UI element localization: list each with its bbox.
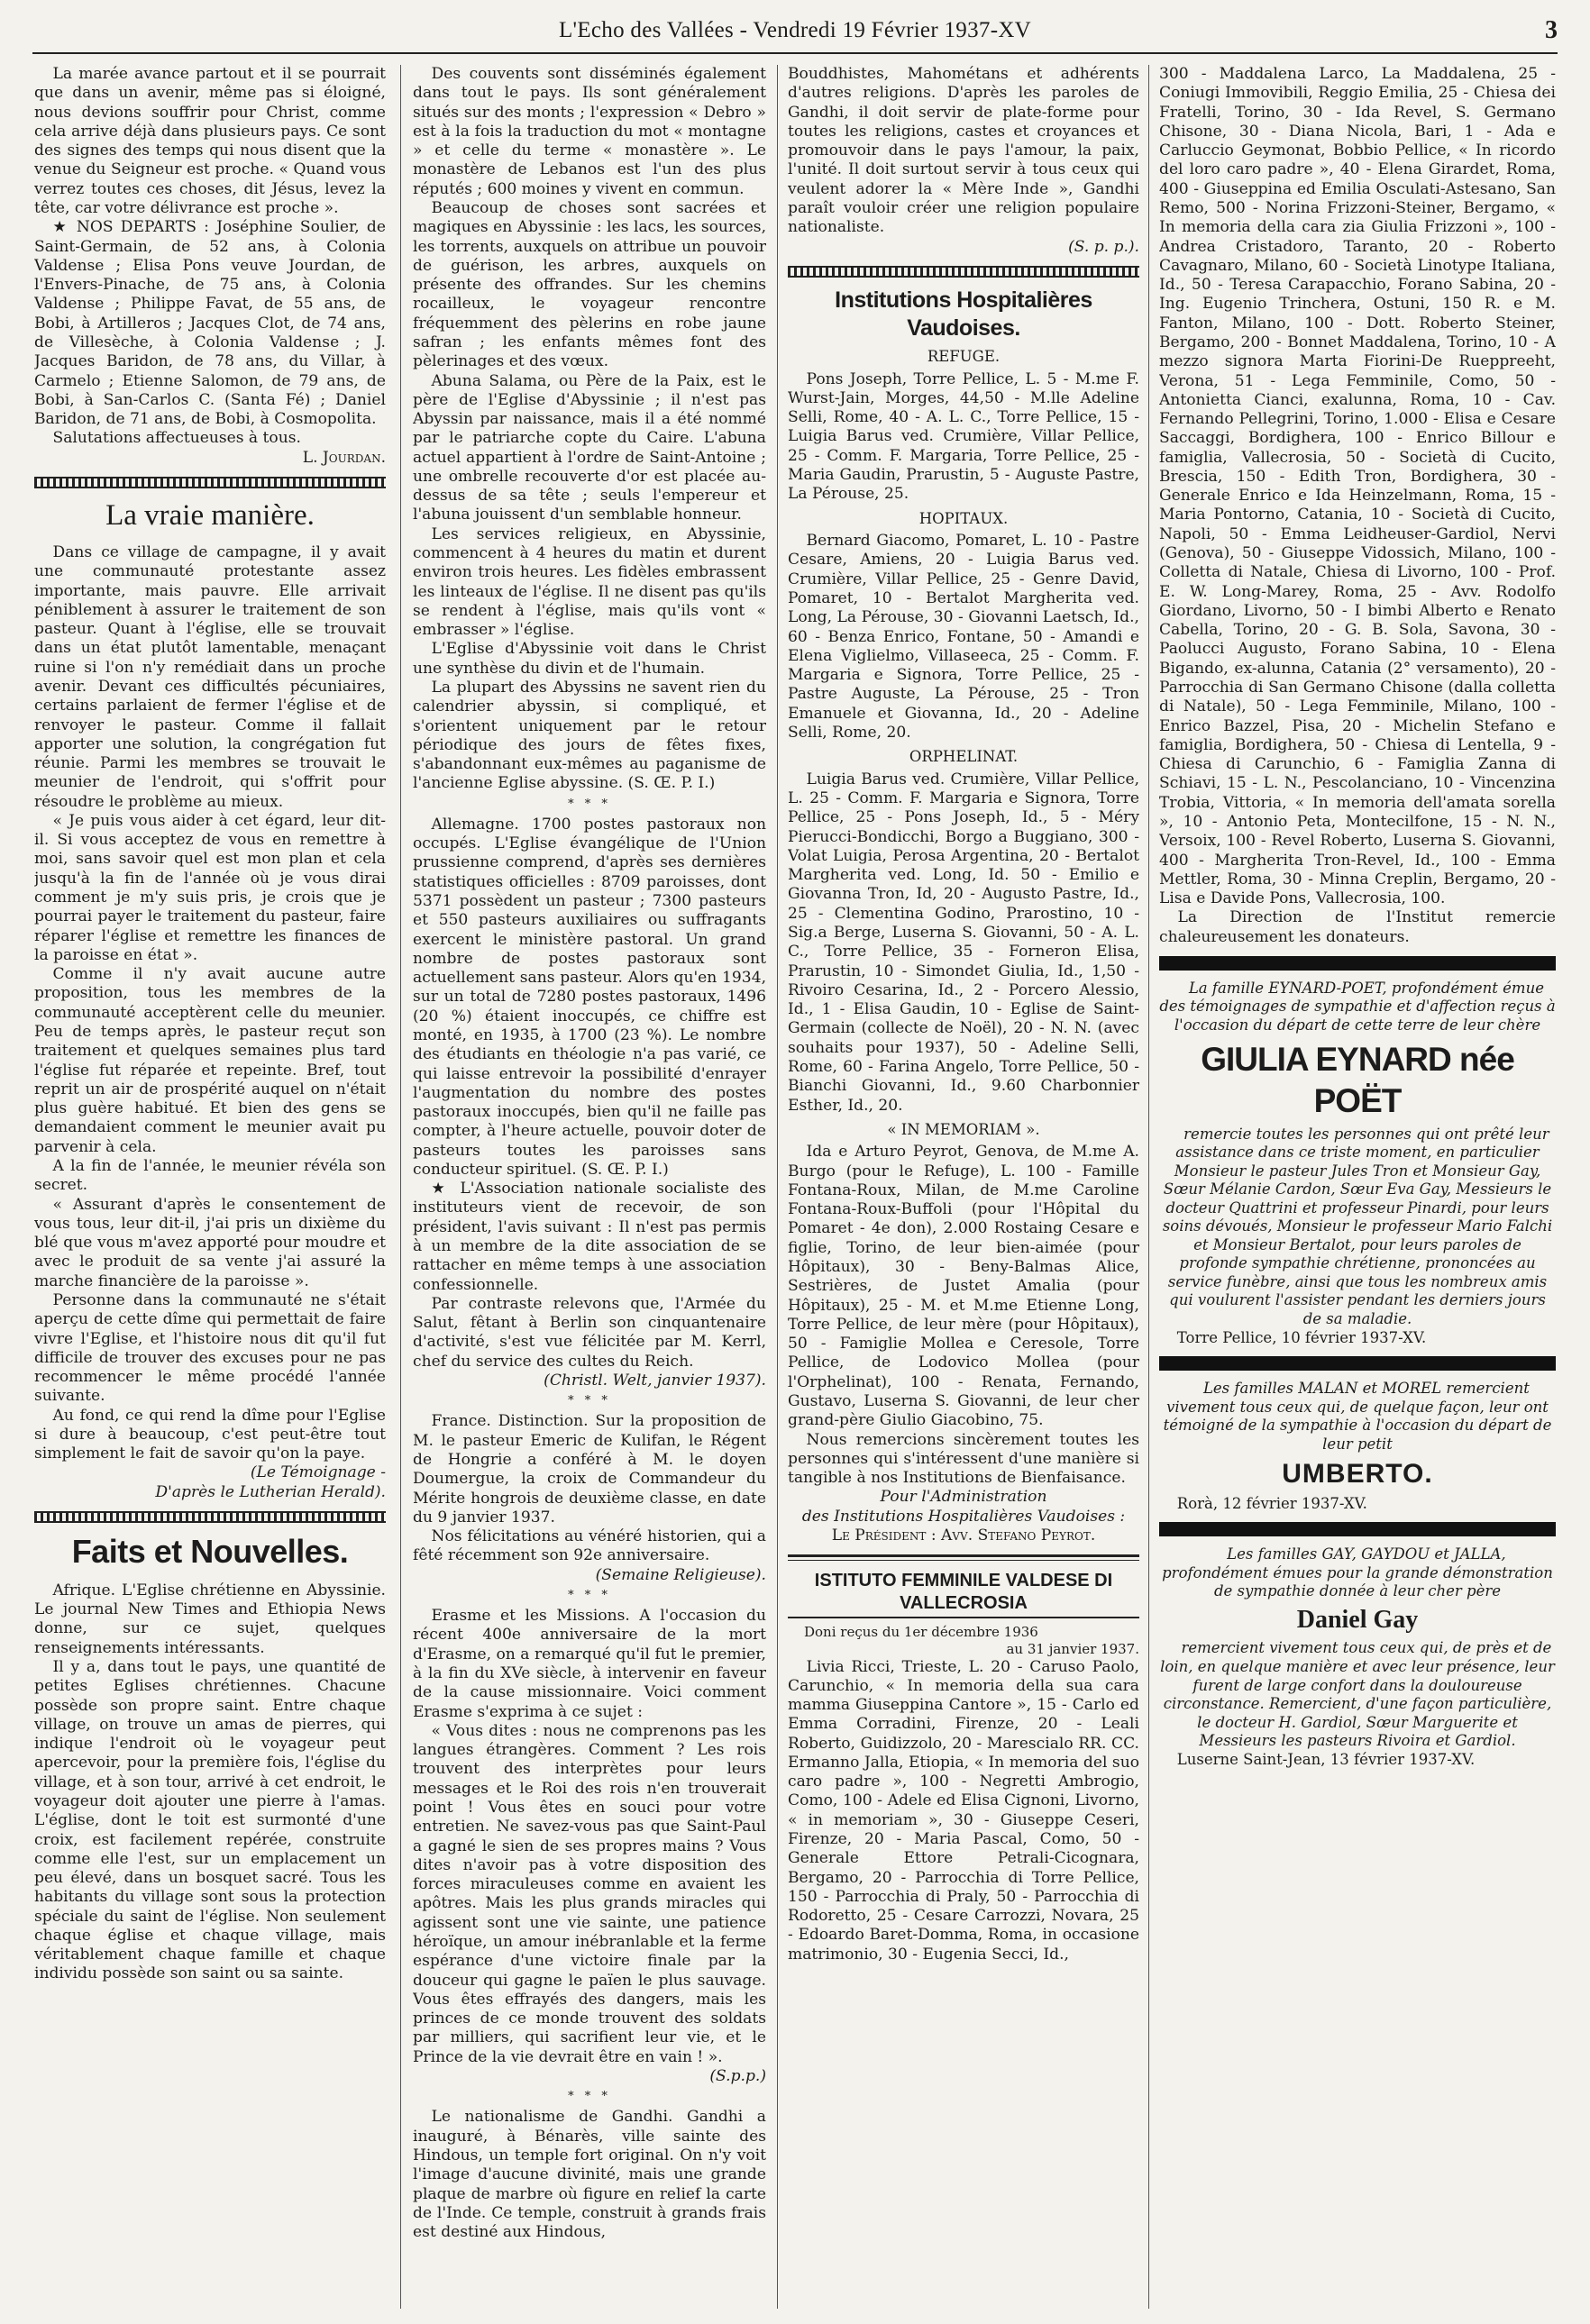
article-title: Faits et Nouvelles. (71, 1533, 349, 1571)
article-title: La vraie manière. (105, 498, 315, 532)
signature-line: Le Président : Avv. Stefano Peyrot. (831, 1526, 1096, 1545)
paragraph: France. Distinction. Sur la proposition de M. le pasteur Emeric de Kulifan, le Régent de Hongrie a conféré à M. le doyen Doumergue, la croix de Commandeur du Mérite hongrois de deuxième classe, en date du 9 janvier 1937. (413, 1412, 766, 1527)
newspaper-title: L'Echo des Vallées - Vendredi 19 Février 1937-XV (558, 18, 1032, 42)
column-divider (777, 65, 778, 2309)
paragraph: La Direction de l'Institut remercie chaleureusement les donateurs. (1159, 908, 1556, 946)
section-separator: * * * (568, 1589, 611, 1602)
departures-list: ★ NOS DEPARTS : Joséphine Soulier, de Saint-Germain, de 52 ans, à Colonia Valdense ; Elisa Pons veuve Jourdan, de l'Envers-Pinache, de 75 ans, à Colonia Valdense ; Philippe Favat, de 55 ans, de Bobi, à Artilleros ; Jacques Clot, de 74 ans, de Villesèche, à Colonia Valdense ; J. Jacques Baridon, de 78 ans, du Villar, à Carmelo ; Etienne Salomon, de 79 ans, de Bobi, à San-Carlos C. (Santa Fé) ; Daniel Baridon, de 71 ans, de Bobi, à Cosmopolita. (34, 218, 386, 429)
donor-list: Ida e Arturo Peyrot, Genova, de M.me A. Burgo (pour le Refuge), L. 100 - Famille Fontana-Roux, Milan, de M.me Caroline Fontana-Roux-Buffoli (pour l'Hôpital du Pomaret - 4e don), 2.000 Rostaing Cesare e figlie, Torino, de leur bien-aimée (pour Hôpitaux), 30 - Beny-Balmas Alice, Sestrières, de Justet Amalia (pour Hôpitaux), 25 - M. et M.me Etienne Long, Torre Pellice, de leur mère (pour Hôpitaux), 50 - Famiglie Mollea e Ceresole, Torre Pellice, de Lodovico Mollea (pour l'Orphelinat), 100 - Renata, Fernando, Gustavo, Luserna S. Giovanni, de leur cher grand-père Giulio Giacobino, 75. (788, 1143, 1139, 1430)
deceased-name: GIULIA EYNARD née POËT (1201, 1040, 1514, 1119)
notice-intro: Les familles MALAN et MOREL remercient vivement tous ceux qui, de quelque façon, leur ont témoigné de la sympathie à l'occasion du départ de leur petit (1163, 1380, 1552, 1453)
paragraph: Personne dans la communauté ne s'était aperçu de cette dîme qui permettait de faire vivre l'Eglise, et l'histoire nous dit qu'il fut difficile de trouver des excuses pour ne pas recommencer le même procédé l'année suivante. (34, 1290, 386, 1406)
rule (788, 1554, 1139, 1561)
paragraph: Salutations affectueuses à tous. (52, 429, 301, 448)
donor-list: Luigia Barus ved. Crumière, Villar Pellice, L. 25 - Comm. F. Margaria e Signora, Torre Pellice, 25 - Pons Joseph, Id., 5 - Méry Pierucci-Bondicchi, Borgo a Buggiano, 300 - Volat Luigia, Perosa Argentina, 20 - Bertalot Margherita ved. Long, Id. 50 - Emilio e Giovanna Tron, Id, 20 - Augusto Pastre, Id., 25 - Clementina Godino, Prarostino, 10 - Sig.a Berge, Luserna S. Giovanni, 50 - A. L. C., Torre Pellice, 35 - Forneron Elisa, Prarustin, 10 - Simondet Giulia, Id., 1,50 - Rivoiro Cesarina, Id., 2 - Porcero Alessio, Id., 1 - Elisa Gaudin, 10 - Eglise de Saint-Germain (collecte de Noël), 20 - N. N. (avec souhaits pour 1937), 50 - Adeline Selli, Rome, 60 - Farina Angelo, Torre Pellice, 50 - Bianchi Giovanni, Id., 9.60 Charbonnier Esther, Id., 20. (788, 770, 1139, 1115)
paragraph: Les services religieux, en Abyssinie, commencent à 4 heures du matin et durent environ trois heures. Les fidèles embrassent les linteaux de l'église. Il ne disent pas qu'ils se rendent à l'église, mais qu'ils vont « embrasser » l'église. (413, 524, 766, 640)
source-citation: (S. p. p.). (1068, 237, 1139, 256)
ornamental-rule (34, 1511, 386, 1523)
notice-place-date: Rorà, 12 février 1937-XV. (1176, 1494, 1367, 1512)
source-citation: (S.p.p.) (709, 2066, 766, 2085)
paragraph: Par contraste relevons que, l'Armée du Salut, fêtant à Berlin son cinquantenaire d'activité, s'est vue félicitée par M. Kerrl, chef du service des cultes du Reich. (413, 1294, 766, 1371)
paragraph: Des couvents sont disséminés également dans tout le pays. Ils sont généralement situés sur des monts ; l'expression « Debro » est à la fois la traduction du mot « montagne » et celle du terme « monastère ». Le monastère de Lebanos est l'un des plus réputés ; 600 moines y vivent en commun. (413, 65, 766, 198)
notice-rule (1159, 1522, 1556, 1536)
notice-intro: Les familles GAY, GAYDOU et JALLA, profondément émues pour la grande démonstration de sympathie donnée à leur cher père (1162, 1545, 1553, 1600)
donor-list: Bernard Giacomo, Pomaret, L. 10 - Pastre Cesare, Amiens, 20 - Luigia Barus ved. Crumière, Villar Pellice, 25 - Genre David, Pomaret, 10 - Bertalot Margherita ved. Long, La Pérouse, 30 - Giovanni Laetsch, Id., 60 - Benza Enrico, Fontane, 50 - Amandi e Elena Viglielmo, Villaseeca, 25 - Comm. F. Margaria e Signora, Torre Pellice, 25 - Pastre Auguste, La Pérouse, 25 - Tron Emanuele et Giovanna, Id., 20 - Adeline Selli, Rome, 20. (788, 532, 1139, 742)
source-citation: D'après le Lutherian Herald). (155, 1482, 386, 1501)
paragraph: Beaucoup de choses sont sacrées et magiques en Abyssinie : les lacs, les sources, les torrents, auxquels on attribue un pouvoir de guérison, les arbres, auxquels on présente des offrandes. Sur les chemins rocailleux, le voyageur rencontre fréquemment des pèlerins en robe jaune safran ; les enfants mêmes font des pèlerinages et des vœux. (413, 198, 766, 371)
paragraph: L'Eglise d'Abyssinie voit dans le Christ une synthèse du divin et de l'humain. (413, 640, 766, 678)
paragraph: Abuna Salama, ou Père de la Paix, est le père de l'Eglise d'Abyssinie ; il n'est pas Abyssin par naissance, mais il a été nommé par le patriarche copte du Caire. L'abuna actuel appartient à l'ordre de Saint-Antoine ; une ombrelle recouverte d'or est placée au-dessus de sa tête ; seuls l'empereur et l'abuna jouissent d'un semblable honneur. (413, 371, 766, 524)
column-divider (400, 65, 401, 2309)
paragraph: Nous remercions sincèrement toutes les personnes qui s'intéressent d'une manière si tangible à nos Institutions de Bienfaisance. (788, 1430, 1139, 1488)
column-2 (413, 65, 766, 2309)
paragraph: Bouddhistes, Mahométans et adhérents d'autres religions. D'après les paroles de Gandhi, il doit servir de plate-forme pour toutes les religions, castes et croyances et promouvoir dans le pays l'amour, la paix, l'unité. Il doit surtout servir à tous ceux qui veulent adorer la « Mère Inde », Gandhi paraît vouloir créer une religion populaire nationaliste. (788, 65, 1139, 237)
paragraph: Afrique. L'Eglise chrétienne en Abyssinie. Le journal New Times and Ethiopia News donne, sur ce sujet, quelques renseignements intéressants. (34, 1581, 386, 1657)
source-citation: (Le Témoignage - (250, 1463, 386, 1482)
notice-intro: La famille EYNARD-POET, profondément émue des témoignages de sympathie et d'affection reçus à l'occasion du départ de cette terre de leur chère (1159, 979, 1556, 1034)
paragraph: Allemagne. 1700 postes pastoraux non occupés. L'Eglise évangélique de l'Union prussienne comprend, d'après ses dernières statistiques officielles : 8709 paroisses, dont 5371 possèdent un pasteur ; 7300 pasteurs et 550 pasteurs auxiliaires ou suffragants exercent le ministère pastoral. Un grand nombre de postes pastoraux sont actuellement sans pasteur. Alors qu'en 1934, sur un total de 7280 postes pastoraux, 1496 (20 %) étaient inoccupés, ce chiffre est monté, en 1935, à 1700 (23 %). Le nombre des étudiants en théologie n'a pas varié, ce qui laisse entrevoir la possibilité d'enrayer l'augmentation du nombre des postes pastoraux inoccupés, bien qu'il ne faille pas compter, à l'heure actuelle, pouvoir doter de pasteurs toutes les paroisses sans conducteur spirituel. (S. Œ. P. I.) (413, 815, 766, 1179)
paragraph: « Assurant d'après le consentement de vous tous, leur dit-il, j'ai pris un dixième du blé que vous m'avez apporté pour moudre et avec le produit de sa vente j'ai assuré la marche financière de la paroisse ». (34, 1195, 386, 1290)
column-1 (34, 65, 386, 2309)
paragraph: Comme il n'y avait aucune autre proposition, tous les membres de la communauté acceptèrent celle du meunier. Peu de temps après, le pasteur reçut son traitement et quelques semaines plus tard l'église fut réparée et repeinte. Bref, tout reprit un air de prospérité auquel on n'était plus guère habitué. Et bien des gens se demandaient comment le meunier avait pu parvenir à cela. (34, 965, 386, 1156)
subsection-title: ORPHELINAT. (909, 748, 1019, 766)
author-signature: L. Jourdan. (302, 448, 386, 467)
section-separator: * * * (568, 1394, 611, 1408)
paragraph: Au fond, ce qui rend la dîme pour l'Eglise si dure à beaucoup, c'est peut-être tout simplement le fait de savoir qu'on la paye. (34, 1406, 386, 1463)
deceased-name: UMBERTO. (1282, 1459, 1433, 1490)
paragraph: Le nationalisme de Gandhi. Gandhi a inauguré, à Bénarès, ville sainte des Hindous, un temple fort original. On n'y voit l'image d'aucune divinité, mais une grande plaque de marbre où figure en relief la carte de l'Inde. Ce temple, construit à grands frais est destiné aux Hindous, (413, 2108, 766, 2242)
date-range: au 31 janvier 1937. (1006, 1640, 1139, 1657)
subsection-title: HOPITAUX. (918, 509, 1009, 527)
ornamental-rule (34, 477, 386, 488)
source-citation: (Christl. Welt, janvier 1937). (544, 1372, 766, 1390)
section-separator: * * * (568, 797, 611, 811)
source-citation: (Semaine Religieuse). (595, 1565, 766, 1584)
signature-line: des Institutions Hospitalières Vaudoises : (801, 1507, 1126, 1526)
notice-place-date: Torre Pellice, 10 février 1937-XV. (1176, 1328, 1427, 1346)
page-header (32, 13, 1558, 54)
paragraph: « Vous dites : nous ne comprenons pas les langues étrangères. Comment ? Les rois trouvent des interprètes pour leurs messages et le Roi des rois n'en trouverait point ! Vous êtes en souci pour votre entretien. Ne savez-vous pas que Saint-Paul a gagné le sien de ses propres mains ? Vous dites n'avoir pas à votre disposition des forces miraculeuses comme en avaient les apôtres. Mais les plus grands miracles qui agissent sont une vie sainte, une patience héroïque, un amour inébranlable et la ferme espérance d'une victoire finale par la douceur qui gagne le païen le plus sauvage. Vous êtes effrayés des dangers, mais les princes de ce monde trouvent des soldats par milliers, qui sacrifient leur vie, et le Prince de la vie devrait être en vain ! ». (413, 1721, 766, 2066)
column-divider (1148, 65, 1149, 2309)
paragraph: Nos félicitations au vénéré historien, qui a fêté récemment son 92e anniversaire. (413, 1527, 766, 1565)
donor-list: Livia Ricci, Trieste, L. 20 - Caruso Paolo, Carunchio, « In memoria della sua cara mamma Giuseppina Cantore », 15 - Carlo ed Emma Corradini, Firenze, 20 - Leali Roberto, Guidizzolo, 20 - Marescialo RR. CC. Ermanno Jalla, Etiopia, « In memoria del suo caro padre », 100 - Negretti Ambrogio, Como, 100 - Adele ed Elisa Cignoni, Livorno, « in memoriam », 30 - Giuseppe Ceseri, Firenze, 20 - Maria Pascal, Como, 50 - Generale Ettore Petrali-Cicognara, Bergamo, 20 - Parrocchia di Torre Pellice, 150 - Parrocchia di Praly, 50 - Parrocchia di Rodoretto, 25 - Cesare Carrozzi, Novara, 25 - Edoardo Baret-Domma, Roma, in occasione matrimonio, 30 - Eugenia Secci, Id., (788, 1657, 1139, 1964)
column-3 (788, 65, 1139, 2309)
paragraph: Il y a, dans tout le pays, une quantité de petites Eglises chrétiennes. Chacune possède son propre saint. Entre chaque village, on trouve un amas de pierres, qui indique l'endroit où le voyageur peut apercevoir, pour la première fois, l'église du village, et à son tour, arrivé à cet endroit, le voyageur doit ajouter une pierre à l'amas. L'église, dont le toit est surmonté d'une croix, est facilement repérée, construite comme elle l'est, sur un emplacement un peu élevé, dans un bosquet sacré. Tous les habitants du village sont sous la protection spéciale du saint de l'église. Non seulement chaque église et chaque village, mais véritablement chaque famille et chaque individu possède son saint ou sa sainte. (34, 1657, 386, 1983)
paragraph: Dans ce village de campagne, il y avait une communauté protestante assez importante, mais pauvre. Elle arrivait péniblement à assurer le traitement de son pasteur. Quant à l'église, elle se trouvait dans un état plutôt lamentable, menaçant ruine si l'on n'y remédiait dans un proche avenir. Devant ces difficultés pécuniaires, certains parlaient de fermer l'église et de renvoyer le pasteur. Comme il fallait apporter une solution, la congrégation fut réunie. Parmi les membres se trouvait le meunier de l'endroit, qui s'offrit pour résoudre le problème au mieux. (34, 542, 386, 811)
column-4 (1159, 65, 1556, 2309)
date-range: Doni reçus du 1er décembre 1936 (804, 1624, 1038, 1640)
subsection-title: « IN MEMORIAM ». (887, 1120, 1040, 1138)
notice-body: remercient vivement tous ceux qui, de près et de loin, en quelque manière et avec leur présence, leur furent de large confort dans la douloureuse circonstance. Remercient, d'une façon particulière, le docteur H. Gardiol, Sœur Marguerite et Messieurs les pasteurs Rivoira et Gardiol. (1160, 1639, 1555, 1750)
paragraph: A la fin de l'année, le meunier révéla son secret. (34, 1156, 386, 1195)
paragraph: Erasme et les Missions. A l'occasion du récent 400e anniversaire de la mort d'Erasme, on a remarqué qu'il fut le premier, à la fin du XVe siècle, à intervenir en faveur de la cause missionnaire. Voici comment Erasme s'exprima à ce sujet : (413, 1607, 766, 1721)
paragraph: La plupart des Abyssins ne savent rien du calendrier abyssin, si compliqué, et s'orientent uniquement par le retour périodique des jours de fêtes fixes, s'abandonnant eux-mêmes au paganisme de l'ancienne Eglise abyssine. (S. Œ. P. I.) (413, 679, 766, 793)
section-title: ISTITUTO FEMMINILE VALDESE DI VALLECROSIA (788, 1570, 1139, 1618)
notice-place-date: Luserne Saint-Jean, 13 février 1937-XV. (1176, 1750, 1476, 1768)
page-number: 3 (1545, 16, 1558, 44)
paragraph: ★ L'Association nationale socialiste des instituteurs vient de recevoir, de son président, l'avis suivant : Il n'est pas permis à un membre de la dite association de se rattacher en même temps à une association confessionnelle. (413, 1180, 766, 1294)
paragraph: « Je puis vous aider à cet égard, leur dit-il. Si vous acceptez de vous en remettre à moi, sans savoir quel est mon plan et cela jusqu'à la fin de l'année où je vous dirai comment je m'y suis pris, je crois que je pourrai payer le traitement du pasteur, faire réparer l'église et remettre les finances de la paroisse en état ». (34, 811, 386, 964)
subsection-title: REFUGE. (927, 348, 1001, 366)
section-title: Institutions Hospitalières Vaudoises. (835, 287, 1092, 341)
donor-list: Pons Joseph, Torre Pellice, L. 5 - M.me F. Wurst-Jain, Morges, 44,50 - M.lle Adeline Selli, Rome, 40 - A. L. C., Torre Pellice, 15 - Luigia Barus ved. Crumière, Villar Pellice, 25 - Comm. F. Margaria, Torre Pellice, 25 - Maria Gaudin, Prarustin, 5 - Auguste Pastre, La Pérouse, 25. (788, 369, 1139, 504)
notice-body: remercie toutes les personnes qui ont prêté leur assistance dans ce triste moment, en particulier Monsieur le pasteur Jules Tron et Monsieur Gay, Sœur Mélanie Cardon, Sœur Eva Gay, Messieurs le docteur Quattrini et professeur Pinardi, pour leurs soins dévoués, Monsieur le professeur Mario Falchi et Monsieur Bertalot, pour leurs paroles de profonde sympathie chrétienne, prononcées au service funèbre, ainsi que tous les nombreux amis qui voulurent l'assister pendant les derniers jours de sa maladie. (1162, 1125, 1553, 1327)
notice-rule (1159, 1356, 1556, 1371)
section-separator: * * * (568, 2090, 611, 2104)
signature-line: Pour l'Administration (880, 1488, 1047, 1507)
notice-rule (1159, 956, 1556, 971)
ornamental-rule (788, 266, 1139, 278)
donor-list: 300 - Maddalena Larco, La Maddalena, 25 - Coniugi Immovibili, Reggio Emilia, 25 - Chiesa dei Fratelli, Torino, 30 - Ida Revel, S. Germano Chisone, 30 - Diana Nicola, Bari, 1 - Ada e Carluccio Geymonat, Bobbio Pellice, « In ricordo del loro caro padre », 40 - Elena Girardet, Roma, 400 - Giuseppina ed Emilia Osculati-Astesano, San Remo, 500 - Norina Frizzoni-Steiner, Bergamo, « In memoria della cara zia Giulia Frizzoni », 100 - Andrea Cristadoro, Taranto, 20 - Roberto Cavagnaro, Milano, 60 - Società Linotype Italiana, Id., 50 - Teresa Carapacchio, Forano Sabina, 20 - Ing. Eugenio Trinchera, Ostuni, 150 R. e M. Fanton, Milano, 100 - Dott. Roberto Steiner, Bergamo, 200 - Bonnet Maddalena, Torino, 10 - A mezzo signora Marta Fiorini-De Rueppreeht, Verona, 51 - Lega Femminile, Como, 50 - Antonietta Cianci, exalunna, Roma, 10 - Cav. Fernando Pellegrini, Torino, 1.000 - Elisa e Cesare Saccaggi, Bordighera, 100 - Enrico Billour e famiglia, Vallecrosia, 50 - Società di Cucito, Brescia, 150 - Edith Tron, Bordighera, 30 - Generale Enrico e Ida Heinzelmann, Roma, 15 - Maria Pontorno, Catania, 10 - Società di Cucito, Napoli, 50 - Emma Leidheuser-Gardiol, Nervi (Genova), 50 - Giuseppe Vidossich, Milano, 100 - Colletta di Natale, Chiesa di Livorno, 100 - Prof. E. W. Long-Marey, Roma, 25 - Avv. Rodolfo Giordano, Livorno, 50 - I bimbi Alberto e Renato Cabella, Torino, 20 - G. B. Sola, Savona, 30 - Paolucci Augusto, Forano Sabina, 10 - Elena Bigando, ex-alunna, Catania (2° versamento), 20 - Parrocchia di San Germano Chisone (dalla colletta di Natale), 50 - Lega Femminile, Milano, 100 - Enrico Bazzel, Pisa, 20 - Michelin Stefano e famiglia, Bordighera, 50 - Chiesa di Lentella, 9 - Chiesa di Carunchio, 6 - Famiglia Zanna di Schiavi, 15 - L. N., Pescolanciano, 10 - Vincenzina Trobia, Vittoria, « In memoria dell'amata sorella », 10 - Antonio Peta, Montecilfone, 15 - N. N., Versoix, 100 - Revel Roberto, Luserna S. Giovanni, 400 - Margherita Tron-Revel, Id., 100 - Emma Mettler, Roma, 30 - Minna Creplin, Bergamo, 20 - Lisa e Davide Pons, Vallecrosia, 100. (1159, 65, 1556, 908)
paragraph: La marée avance partout et il se pourrait que dans un avenir, même pas si éloigné, nous devions souffrir pour Christ, comme cela arrive déjà dans plusieurs pays. Ce sont des signes des temps qui nous disent que la venue du Seigneur est proche. « Quand vous verrez toutes ces choses, dit Jésus, levez la tête, car votre délivrance est proche ». (34, 65, 386, 217)
deceased-name: Daniel Gay (1296, 1605, 1419, 1634)
